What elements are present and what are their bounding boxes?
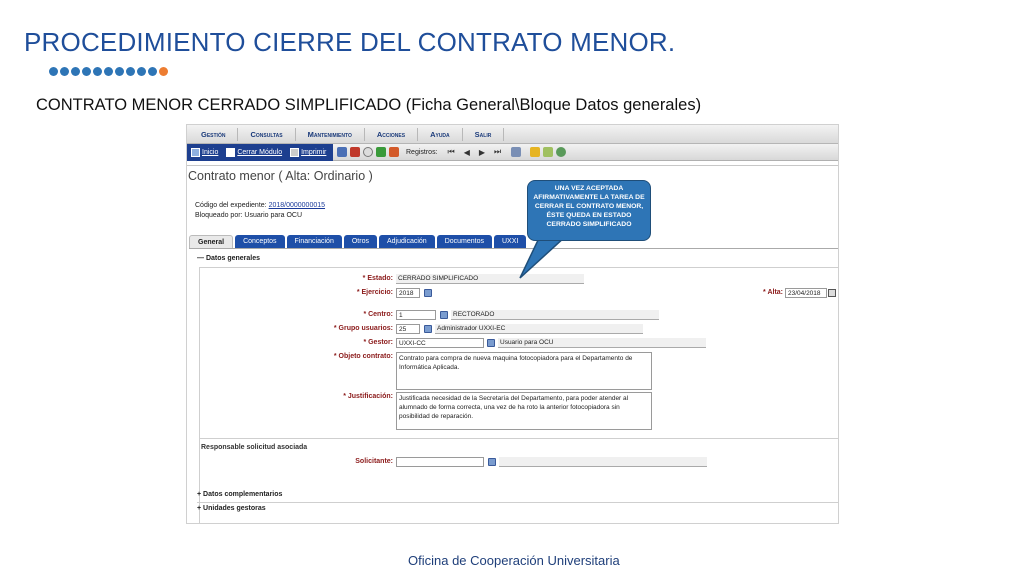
bloqueado-label: Bloqueado por: Usuario para OCU [195, 212, 303, 219]
last-record-icon[interactable]: ⏭ [494, 147, 502, 156]
app-screenshot [186, 124, 839, 524]
grupo-usuarios-code-field[interactable]: 25 [396, 324, 420, 334]
tab-uxxi[interactable]: UXXI [494, 235, 526, 249]
objeto-contrato-label: * Objeto contrato: [333, 353, 393, 360]
dot [148, 67, 157, 76]
tab-financiacion[interactable]: Financiación [287, 235, 342, 249]
edit-icon[interactable] [543, 147, 553, 157]
menu-gestion[interactable]: Gestión [189, 128, 238, 141]
tab-conceptos[interactable]: Conceptos [235, 235, 284, 249]
divider [199, 438, 839, 439]
top-toolbar [187, 144, 333, 161]
dot [93, 67, 102, 76]
slide-footer: Oficina de Cooperación Universitaria [408, 553, 620, 568]
estado-label: * Estado: [362, 275, 393, 282]
ejercicio-picker-icon[interactable] [424, 289, 432, 297]
dot [71, 67, 80, 76]
section-unidades-gestoras[interactable] [197, 505, 266, 512]
gestor-code-field[interactable]: UXXI-CC [396, 338, 484, 348]
dot [49, 67, 58, 76]
objeto-contrato-textarea[interactable]: Contrato para compra de nueva maquina fotocopiadora para el Departamento de Informática Aplicada. [396, 352, 652, 390]
menu-salir[interactable]: Salir [463, 128, 505, 141]
section-datos-generales[interactable] [197, 255, 260, 262]
action-toolbar [333, 144, 839, 161]
estado-field: CERRADO SIMPLIFICADO [396, 274, 584, 284]
ejercicio-label: * Ejercicio: [356, 289, 393, 296]
gestor-picker-icon[interactable] [487, 339, 495, 347]
dot [137, 67, 146, 76]
centro-desc-field: RECTORADO [451, 310, 659, 320]
save-close-icon[interactable] [350, 147, 360, 157]
menu-acciones[interactable]: Acciones [365, 128, 418, 141]
responsable-heading: Responsable solicitud asociada [201, 444, 308, 451]
solicitante-field[interactable] [396, 457, 484, 467]
slide-title: PROCEDIMIENTO CIERRE DEL CONTRATO MENOR. [24, 27, 676, 57]
divider [197, 502, 839, 503]
list-icon[interactable] [511, 147, 521, 157]
alta-field[interactable]: 23/04/2018 [785, 288, 827, 298]
dot [115, 67, 124, 76]
section-datos-complementarios[interactable] [197, 491, 282, 498]
tab-bar [189, 235, 526, 249]
inicio-label: Inicio [202, 149, 219, 156]
gestor-desc-field: Usuario para OCU [498, 338, 706, 348]
close-module-icon [226, 148, 235, 157]
menu-bar [187, 125, 838, 144]
expediente-label: Código del expediente: [195, 202, 267, 209]
centro-code-field[interactable]: 1 [396, 310, 436, 320]
grupo-usuarios-desc-field: Administrador UXXI-EC [435, 324, 643, 334]
cerrar-modulo-button[interactable] [224, 148, 284, 157]
imprimir-button[interactable] [288, 148, 328, 157]
home-icon [191, 148, 200, 157]
centro-label: * Centro: [363, 311, 393, 318]
menu-mantenimiento[interactable]: Mantenimiento [296, 128, 365, 141]
expediente-info [195, 201, 325, 221]
dot [82, 67, 91, 76]
form-title: Contrato menor ( Alta: Ordinario ) [188, 169, 373, 183]
save-icon[interactable] [337, 147, 347, 157]
tab-documentos[interactable]: Documentos [437, 235, 492, 249]
add-icon[interactable] [376, 147, 386, 157]
solicitante-label: Solicitante: [355, 458, 393, 465]
prev-record-icon[interactable]: ◀ [463, 147, 470, 157]
section-unidades-gestoras-label: Unidades gestoras [203, 505, 266, 512]
ejercicio-field[interactable]: 2018 [396, 288, 420, 298]
collapse-icon: — [197, 255, 206, 262]
settings-icon[interactable] [556, 147, 566, 157]
expediente-link[interactable]: 2018/0000000015 [268, 202, 326, 209]
tab-divider [189, 248, 839, 249]
dot [126, 67, 135, 76]
tab-adjudicacion[interactable]: Adjudicación [379, 235, 435, 249]
grupo-usuarios-picker-icon[interactable] [424, 325, 432, 333]
alta-label: * Alta: [763, 289, 783, 296]
callout-tail [518, 236, 578, 280]
decorative-dots [49, 67, 168, 76]
menu-consultas[interactable]: Consultas [238, 128, 295, 141]
gestor-label: * Gestor: [363, 339, 393, 346]
tab-otros[interactable]: Otros [344, 235, 377, 249]
cerrar-modulo-label: Cerrar Módulo [237, 149, 283, 156]
print-icon [290, 148, 299, 157]
imprimir-label: Imprimir [301, 149, 327, 156]
justificacion-textarea[interactable]: Justificada necesidad de la Secretaría del Departamento, para poder atender al alumnado de forma correcta, una vez de ha roto la anterior fotocopiadora sin posibilidad de reparación. [396, 392, 652, 430]
section-datos-generales-label: Datos generales [205, 255, 261, 262]
justificacion-label: * Justificación: [343, 393, 393, 400]
expand-icon: + [197, 505, 204, 512]
expand-icon: + [197, 491, 204, 498]
centro-picker-icon[interactable] [440, 311, 448, 319]
callout-bubble: UNA VEZ ACEPTADA AFIRMATIVAMENTE LA TAREA DE CERRAR EL CONTRATO MENOR, ÉSTE QUEDA EN ESTADO CERRADO SIMPLIFICADO [527, 180, 651, 241]
dot-orange [159, 67, 168, 76]
slide-subtitle: CONTRATO MENOR CERRADO SIMPLIFICADO (Ficha General\Bloque Datos generales) [36, 96, 702, 114]
delete-icon[interactable] [389, 147, 399, 157]
grupo-usuarios-label: * Grupo usuarios: [333, 325, 393, 332]
calendar-icon[interactable] [828, 289, 836, 297]
search-icon[interactable] [363, 147, 373, 157]
inicio-button[interactable] [189, 148, 220, 157]
first-record-icon[interactable]: ⏮ [447, 147, 455, 156]
solicitante-desc-field [499, 457, 707, 467]
dot [104, 67, 113, 76]
menu-ayuda[interactable]: Ayuda [418, 128, 463, 141]
solicitante-picker-icon[interactable] [488, 458, 496, 466]
folder-icon[interactable] [530, 147, 540, 157]
registros-label: Registros: [406, 148, 438, 156]
tab-general[interactable]: General [189, 235, 233, 249]
dot [60, 67, 69, 76]
next-record-icon[interactable]: ▶ [478, 147, 486, 157]
section-datos-complementarios-label: Datos complementarios [203, 491, 283, 498]
divider [187, 165, 839, 166]
